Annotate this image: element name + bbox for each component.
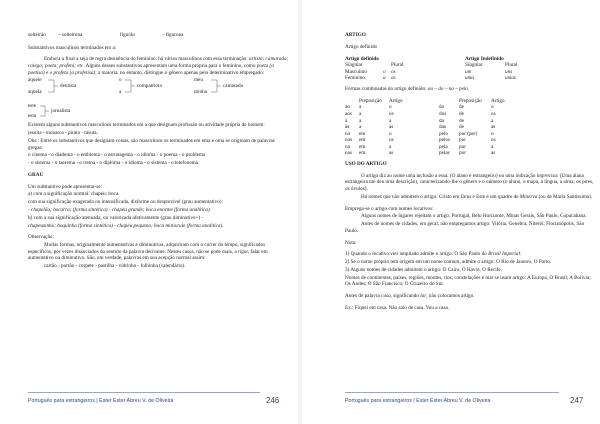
example: Ex.: Fiquei em casa. Não saio de casa. Vou a casa. — [345, 304, 450, 311]
note-item: Nomes de continentes, países, regiões, montes, rios, constelações e mar se usam artigo: A Europa, O Brasil; A Bolívia; Os Andes; O São Francisco; O Cruzeiro do Sul. — [345, 274, 591, 288]
combined-form-cell: a — [491, 117, 494, 124]
paragraph: Há nomes que não admitem o artigo: Cristo em Deus e Este é um quadro de Minerva (ou de Maria Santíssima). — [361, 193, 593, 200]
paragraph: Existem alguns substantivos masculinos terminados em a que designam profissão ou atividade própria de homem: — [28, 122, 265, 129]
combined-form-cell: por — [459, 137, 466, 144]
combined-form-cell: pela — [439, 143, 448, 150]
combined-form-cell: de — [459, 124, 464, 131]
combined-form-cell: o — [389, 130, 392, 137]
paragraph: a) com a significação normal: chapéu; boca. — [28, 191, 120, 198]
word: figurão — [120, 32, 135, 38]
footer-text: Português para estrangeiros | Ester Ester Abreu V. de Oliveira — [28, 398, 174, 404]
combined-form-row — [345, 124, 505, 131]
combined-form-cell: as — [491, 124, 496, 131]
section-title: GRAU — [28, 171, 44, 178]
combined-form-cell: em — [359, 137, 366, 144]
combined-form-row — [345, 150, 505, 157]
combined-form-cell: de — [459, 104, 464, 111]
footer-rule — [28, 392, 260, 393]
subheading: Substantivos masculinos terminados em a: — [28, 44, 117, 51]
subheading: Artigo definido — [345, 43, 378, 50]
left-page — [0, 0, 298, 424]
combined-form-cell: no — [345, 130, 351, 137]
combined-form-row — [345, 131, 505, 138]
combined-form-cell: à — [345, 117, 348, 124]
paragraph: Embora a final a seja de regra desinência do feminino, há vários masculinos com essa terminação: artista; camarada; colega; poeta; profeta; etc. Alguns desses substantivos apresentam uma forma própria para o feminino, como poeta (a poetisa) e o profeta (a profetisa); a maioria, no entanto, distingue o gênero apenas pelo determinativo empregado: — [28, 56, 289, 76]
combined-form-cell: pelo — [439, 130, 448, 137]
page-number: 247 — [570, 396, 584, 405]
word-list: - o sistema - o taerema - o trema - o diploma - o idioma - o sistema - o telefonema. — [28, 160, 200, 167]
bracket-diagram-2: este esta jornalista — [28, 103, 71, 120]
paragraph: com sua significação exagerada ou intensificada, disforme ou desprezível (grau aumentativo): — [28, 199, 223, 206]
combined-form-cell: a — [359, 110, 362, 117]
section-title: ARTIGO — [345, 32, 366, 38]
combined-form-cell: na — [345, 143, 350, 150]
word-list: cartão - portão - corpete - pastilha - vidrinho - folhinha (calendário). — [44, 263, 186, 270]
footer-text: Português para estrangeiros | Ester Ester Abreu V. de Oliveira — [345, 398, 491, 404]
paragraph: b) com a sua significação atenuada, ou valorizada afetivamente (grau diminutivo+) - — [28, 214, 204, 221]
combined-form-cell: em — [359, 143, 366, 150]
combined-form-cell: as — [491, 150, 496, 157]
combined-form-cell: pelos — [439, 137, 450, 144]
paragraph: Antes de nomes de cidades, em geral, não empregamos artigo: Vitória, Genebra, Niterói, Florianópolis, São Paulo. — [345, 221, 585, 234]
combined-form-cell: o — [491, 130, 494, 137]
paragraph: Antes de palavra casa, significando lar, não colocamos artigo. — [345, 293, 475, 300]
combined-form-cell: da — [439, 117, 444, 124]
combined-form-cell: a — [359, 104, 362, 111]
subheading: Observação: — [28, 234, 54, 241]
combined-form-cell: por — [459, 150, 466, 157]
combined-form-cell: os — [389, 110, 394, 117]
footer-rule — [345, 392, 559, 393]
paragraph: Muitas formas, originalmente aumentativas e diminutivas, adquiriram com o correr do tempo, significados específicos, por vezes dissociados do sentido da palavra derivante. Nestes casos, não se pode mais, a rigor, falar em aumentativo ou diminutivo. São, em verdade, palavras em sua acepção normal assim: — [28, 242, 268, 262]
combined-form-cell: a — [359, 124, 362, 131]
note-item: 3) Alguns nomes de cidades admitem o artigo: O Cairo, O Havre, O Recife. — [345, 266, 503, 273]
combined-form-cell: em — [359, 150, 366, 157]
combined-form-cell: às — [345, 124, 350, 131]
combined-form-cell: os — [491, 137, 496, 144]
combined-form-cell: o — [491, 104, 494, 111]
combined-form-row — [345, 118, 505, 125]
combined-form-cell: as — [389, 124, 394, 131]
combined-form-cell: a — [389, 117, 392, 124]
word-list: o cinema - o diadema - o emblema - o estratagema - o idioma - o poema - o problema — [28, 152, 206, 159]
combined-form-row — [345, 111, 505, 118]
paragraph: Emprega-se o artigo com nomes locativos: — [345, 205, 434, 212]
word: – figurona — [162, 32, 184, 38]
paragraph: Formas combinadas do artigo definido: ao – do – no – pelo. — [345, 85, 470, 92]
combined-form-cell: o — [389, 104, 392, 111]
article-table: Artigo definido Artigo Indefinido Singular Plural Singular Plural Masculino o os um uns Feminino a as uma umas — [345, 55, 518, 82]
combined-form-cell: nos — [345, 137, 353, 144]
paragraph: - chapelão; bocarra; (forma sintética) - chapéu grande; boca enorme (forma analítica). — [28, 206, 211, 213]
right-page-content — [345, 32, 595, 313]
combined-form-cell: por (per) — [459, 130, 478, 137]
combined-form-cell: do — [439, 104, 445, 111]
paragraph: chapeuzinho; boquinha (forma sintética) - chapéu pequeno; boca miniscule (forma analítica). — [28, 222, 224, 229]
combined-form-cell: aos — [345, 110, 352, 117]
combined-form-row — [345, 144, 505, 151]
combined-form-cell: a — [359, 117, 362, 124]
combined-form-cell: dos — [439, 110, 447, 117]
paragraph: Alguns nomes de lugares rejeitam o artigo: Portugal, Belo Horizonte, Minas Gerais, São Paulo, Copacabana. — [361, 213, 587, 220]
section-title: USO DO ARTIGO — [345, 161, 387, 168]
bracket-diagram: aquele aquela dentista o a compatriota meu minha camarada — [28, 77, 243, 96]
word: solteirão — [28, 32, 46, 38]
combined-form-cell: por — [459, 143, 466, 150]
note: Obs.: Entre os substantivos que designam coisas, são masculinos os terminados em ema e oma se originam de palavras gregas: — [28, 137, 275, 151]
word: – solteirona — [58, 32, 83, 38]
combined-form-cell: a — [389, 143, 392, 150]
note-item: 1) Quando o locativo vier ampliado admite o artigo: O São Paulo do Brasil Imperial. — [345, 251, 522, 258]
left-page-content — [28, 32, 290, 271]
combined-form-cell: os — [491, 110, 496, 117]
paragraph: O artigo diz ao nome uma inclusão a essa: (O alano é estrangeiro) ou uma indicação imprecisa: (Uma alana estrangeira me deu uma descrição), caracterizando-lhe o gênero e o número (o aluno, o mapa, a língua, a alma; os pires, os óvulos). — [345, 172, 594, 193]
combined-form-cell: as — [389, 150, 394, 157]
combined-form-cell: das — [439, 124, 446, 131]
combined-form-cell: pelas — [439, 150, 450, 157]
combined-form-cell: a — [491, 143, 494, 150]
combined-form-cell: de — [459, 110, 464, 117]
word-list: jesuíta - monarca - pirata - rasuta. — [28, 130, 98, 137]
combined-form-cell: nas — [345, 150, 352, 157]
subheading: Nota: — [345, 239, 357, 246]
combined-forms-table: Preposição Artigo Preposição Artigo ao a o do de o aos a os dos de os à a a da de a às a as das de as no em o pelo por (per) o nos em os pelos por os na em a pela por a nas em as pelas por as — [345, 97, 505, 157]
page-number: 246 — [266, 396, 280, 405]
aumentativo-line — [28, 32, 290, 39]
combined-form-cell: os — [389, 137, 394, 144]
right-page — [302, 0, 600, 424]
combined-form-row — [345, 137, 505, 144]
combined-form-row — [345, 104, 505, 111]
combined-form-cell: em — [359, 130, 366, 137]
paragraph: Um substantivo pode apresentar-se: — [28, 183, 103, 190]
combined-form-cell: ao — [345, 104, 350, 111]
note-item: 2) Se o nome próprio tem origem em um nome comum, admite o artigo: O Rio de Janeiro, O Porto. — [345, 259, 552, 266]
combined-form-cell: de — [459, 117, 464, 124]
